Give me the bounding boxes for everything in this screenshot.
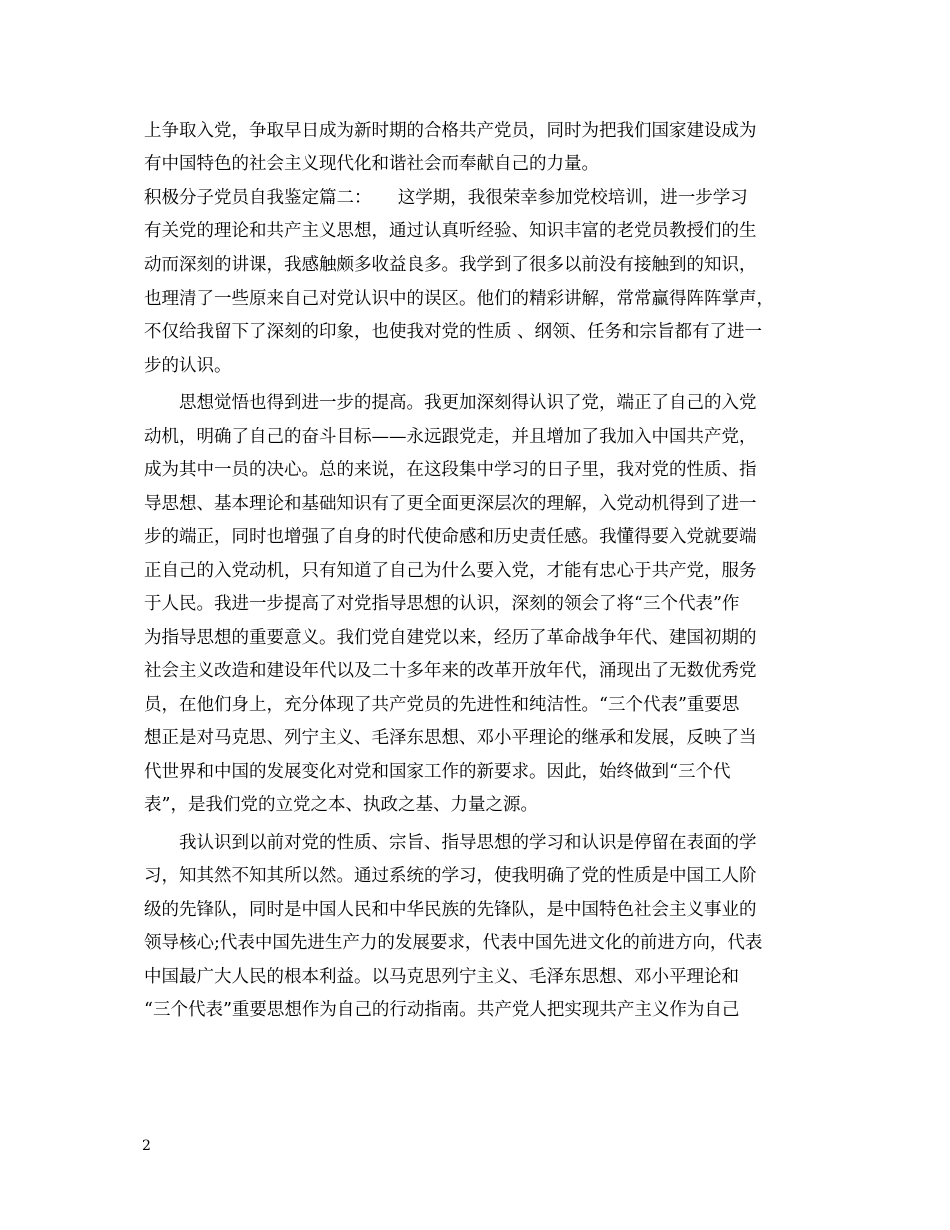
- text-line: 有关党的理论和共产主义思想，通过认真听经验、知识丰富的老党员教授们的生: [144, 221, 757, 241]
- text-line: 为指导思想的重要意义。我们党自建党以来，经历了革命战争年代、建国初期的: [144, 628, 757, 648]
- text-line: 上争取入党，争取早日成为新时期的合格共产党员，同时为把我们国家建设成为: [144, 121, 757, 141]
- text-line: 想正是对马克思、列宁主义、毛泽东思想、邓小平理论的继承和发展，反映了当: [144, 728, 757, 748]
- text-line: “三个代表”重要思想作为自己的行动指南。共产党人把实现共产主义作为自己: [144, 1000, 740, 1020]
- text-line: 成为其中一员的决心。总的来说，在这段集中学习的日子里，我对党的性质、指: [144, 460, 757, 480]
- text-line: 员，在他们身上，充分体现了共产党员的先进性和纯洁性。“三个代表”重要思: [144, 695, 740, 715]
- text-line: 思想觉悟也得到进一步的提高。我更加深刻得认识了党，端正了自己的入党: [144, 393, 757, 413]
- text-line: 步的认识。: [144, 356, 232, 376]
- text-line: 步的端正，同时也增强了自身的时代使命感和历史责任感。我懂得要入党就要端: [144, 527, 757, 547]
- text-line: 动而深刻的讲课，我感触颇多收益良多。我学到了很多以前没有接触到的知识，: [144, 255, 757, 275]
- text-line: 习，知其然不知其所以然。通过系统的学习，使我明确了党的性质是中国工人阶: [144, 866, 757, 886]
- text-line: 社会主义改造和建设年代以及二十多年来的改革开放年代，涌现出了无数优秀党: [144, 661, 757, 681]
- text-line: 代世界和中国的发展变化对党和国家工作的新要求。因此，始终做到“三个代: [144, 762, 731, 782]
- text-line: 领导核心;代表中国先进生产力的发展要求，代表中国先进文化的前进方向，代表: [144, 933, 763, 953]
- text-line: 导思想、基本理论和基础知识有了更全面更深层次的理解，入党动机得到了进一: [144, 494, 757, 514]
- page-number: 2: [142, 1138, 151, 1154]
- text-line: 于人民。我进一步提高了对党指导思想的认识，深刻的领会了将“三个代表”作: [144, 594, 740, 614]
- text-line: 不仅给我留下了深刻的印象，也使我对党的性质 、纲领、任务和宗旨都有了进一: [144, 322, 763, 342]
- text-line: 中国最广大人民的根本利益。以马克思列宁主义、毛泽东思想、邓小平理论和: [144, 967, 739, 987]
- text-line: 动机，明确了自己的奋斗目标——永远跟党走，并且增加了我加入中国共产党，: [144, 427, 757, 447]
- text-line: 我认识到以前对党的性质、宗旨、指导思想的学习和认识是停留在表面的学: [144, 833, 757, 853]
- text-line: 积极分子党员自我鉴定篇二： 这学期，我很荣幸参加党校培训，进一步学习: [144, 188, 748, 208]
- text-line: 有中国特色的社会主义现代化和谐社会而奉献自己的力量。: [144, 154, 599, 174]
- text-line: 正自己的入党动机，只有知道了自己为什么要入党，才能有忠心于共产党，服务: [144, 561, 757, 581]
- text-line: 级的先锋队，同时是中国人民和中华民族的先锋队，是中国特色社会主义事业的: [144, 900, 757, 920]
- text-line: 也理清了一些原来自己对党认识中的误区。他们的精彩讲解，常常赢得阵阵掌声，: [144, 289, 774, 309]
- text-line: 表”，是我们党的立党之本、执政之基、力量之源。: [144, 795, 538, 815]
